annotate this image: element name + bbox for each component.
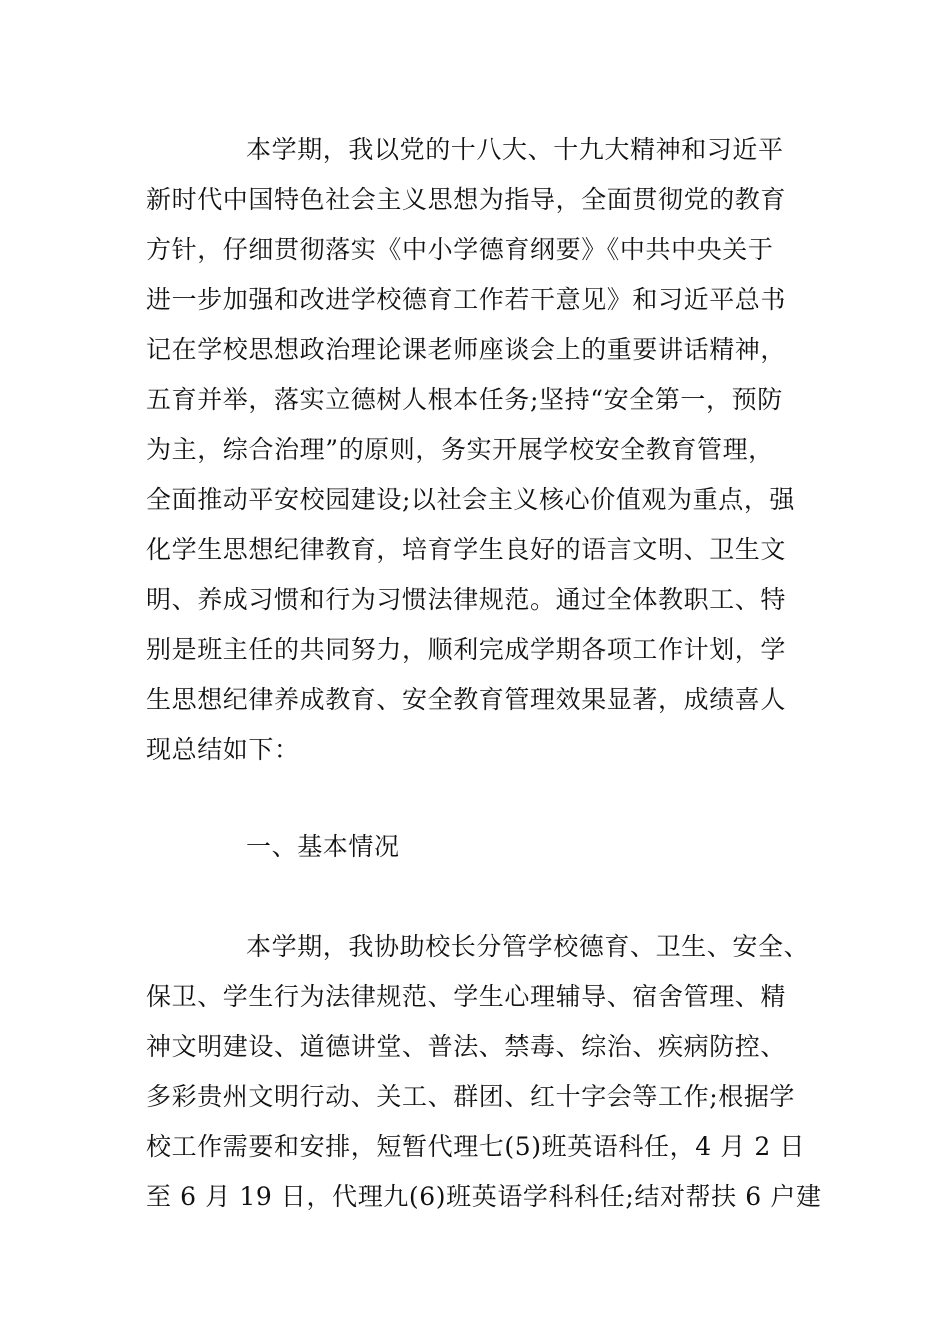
paragraph-line: 现总结如下： [146,735,300,764]
paragraph-line: 别是班主任的共同努力，顺利完成学期各项工作计划，学 [146,635,787,664]
paragraph-line: 多彩贵州文明行动、关工、群团、红十字会等工作;根据学 [146,1082,796,1111]
section-heading: 一、基本情况 [246,832,400,861]
paragraph-line: 记在学校思想政治理论课老师座谈会上的重要讲话精神， [146,335,787,364]
paragraph-line: 神文明建设、道德讲堂、普法、禁毒、综治、疾病防控、 [146,1032,787,1061]
paragraph-line: 为主，综合治理”的原则，务实开展学校安全教育管理， [146,435,774,464]
paragraph-line: 新时代中国特色社会主义思想为指导，全面贯彻党的教育 [146,185,787,214]
paragraph-line: 校工作需要和安排，短暂代理七(5)班英语科任，4 月 2 日 [146,1132,806,1161]
paragraph-line: 方针，仔细贯彻落实《中小学德育纲要》《中共中央关于 [146,235,774,264]
paragraph-line: 至 6 月 19 日，代理九(6)班英语学科科任;结对帮扶 6 户建 [146,1182,822,1211]
paragraph-line: 保卫、学生行为法律规范、学生心理辅导、宿舍管理、精 [146,982,787,1011]
paragraph-line: 明、养成习惯和行为习惯法律规范。通过全体教职工、特 [146,585,787,614]
paragraph-line: 本学期，我协助校长分管学校德育、卫生、安全、 [246,932,810,961]
paragraph-line: 本学期，我以党的十八大、十九大精神和习近平 [246,135,784,164]
paragraph-line: 全面推动平安校园建设;以社会主义核心价值观为重点，强 [146,485,796,514]
paragraph-line: 生思想纪律养成教育、安全教育管理效果显著，成绩喜人 [146,685,787,714]
paragraph-line: 进一步加强和改进学校德育工作若干意见》和习近平总书 [146,285,787,314]
paragraph-line: 五育并举，落实立德树人根本任务;坚持“安全第一，预防 [146,385,783,414]
paragraph-line: 化学生思想纪律教育，培育学生良好的语言文明、卫生文 [146,535,787,564]
